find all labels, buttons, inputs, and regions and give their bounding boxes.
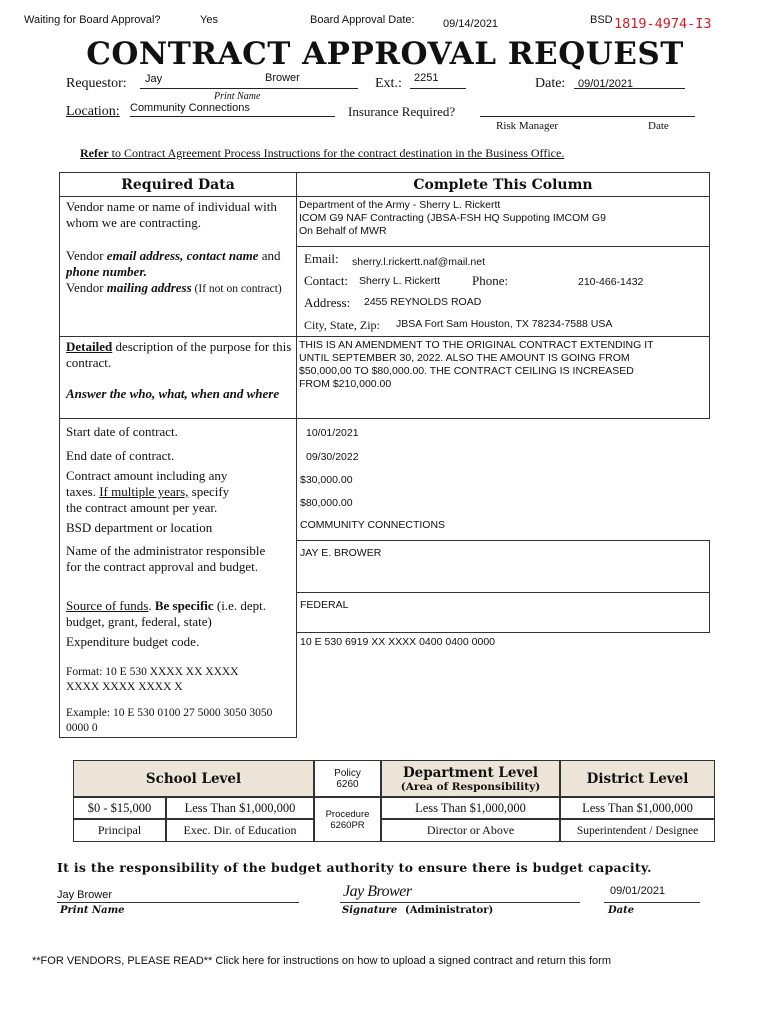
amount-label [66,468,292,516]
vendor-name-value-3[interactable]: On Behalf of MWR [299,225,387,237]
email-value[interactable]: sherry.l.rickertt.naf@mail.net [352,256,485,268]
procedure-1: Procedure [325,808,370,820]
phone-value[interactable]: 210-466-1432 [578,276,644,288]
signature-value[interactable]: Jay Brower [343,883,412,900]
district-range: Less Than $1,000,000 [560,797,715,819]
refer-rest: to Contract Agreement Process Instructions for the contract destination in the Business Office. [111,146,565,160]
detailed-value-2[interactable]: UNTIL SEPTEMBER 30, 2022. ALSO THE AMOUNT IS GOING FROM [299,352,630,364]
vc-phone: phone number. [66,264,147,279]
table-border-top [59,172,710,173]
insurance-label: Insurance Required? [348,104,456,119]
procedure-cell [314,797,381,842]
phone-label: Phone: [472,273,509,288]
bsd-label: BSD [590,14,613,26]
vc-email: email address, contact name [106,248,259,263]
table-border-right-2 [709,540,710,633]
vendors-instructions-link[interactable]: **FOR VENDORS, PLEASE READ** Click here for instructions on how to upload a signed contract and return this form [32,955,611,967]
principal-cell: Principal [73,819,166,842]
detailed-label [66,339,292,371]
date-value[interactable]: 09/01/2021 [578,78,634,90]
bsd-number: 1819-4974-I3 [614,16,712,32]
ext-label: Ext.: [375,76,402,91]
amount-l1: Contract amount including any [66,468,228,483]
vc-text-1: Vendor [66,248,107,263]
table-divider [296,172,297,738]
header-required-data: Required Data [121,177,235,193]
requestor-last[interactable]: Brower [265,72,300,84]
end-label: End date of contract. [66,448,175,463]
dept-sub: (Area of Responsibility) [400,780,541,793]
location-value[interactable]: Community Connections [130,102,250,114]
amount-value-2[interactable]: $80,000.00 [300,497,353,509]
print-name-line [57,902,299,903]
print-name-label-bottom: Print Name [60,905,125,916]
row-line-1 [296,246,710,247]
row-line-4 [296,540,710,541]
refer-bold: Refer [80,146,109,160]
district-level-header: District Level [560,760,715,797]
vc-text-2: Vendor [66,280,107,295]
city-value[interactable]: JBSA Fort Sam Houston, TX 78234-7588 USA [396,318,613,330]
table-header-line [59,196,710,197]
board-date-label: Board Approval Date: [310,14,415,26]
policy-cell [314,760,381,797]
detailed-value-1[interactable]: THIS IS AN AMENDMENT TO THE ORIGINAL CONTRACT EXTENDING IT [299,339,654,351]
dept-title: Department Level [402,764,539,781]
risk-manager-label: Risk Manager [496,120,559,132]
address-label: Address: [304,295,351,310]
responsibility-note: It is the responsibility of the budget authority to ensure there is budget capacity. [57,860,652,875]
signature-label: Signature [342,905,398,916]
vc-text-3: (If not on contract) [191,283,282,295]
signature-date-line [604,902,700,903]
location-label: Location: [66,104,120,119]
start-value[interactable]: 10/01/2021 [306,427,359,439]
range-2: Less Than $1,000,000 [166,797,314,819]
amount-l2b: specify [188,484,230,499]
vc-and: and [258,248,281,263]
funds-value[interactable]: FEDERAL [300,599,349,611]
range-1: $0 - $15,000 [73,797,166,819]
address-value[interactable]: 2455 REYNOLDS ROAD [364,296,482,308]
contact-label: Contact: [304,273,349,288]
end-value[interactable]: 09/30/2022 [306,451,359,463]
school-level-header: School Level [73,760,314,797]
date-label: Date: [535,76,566,91]
procedure-2: 6260PR [330,819,365,831]
table-border-left [59,172,60,738]
waiting-label: Waiting for Board Approval? [24,14,161,26]
signature-admin-label: (Administrator) [405,905,494,916]
location-line [130,116,335,117]
vendor-contact-label [66,248,292,297]
requestor-line [140,88,358,89]
detailed-rest: description of the purpose for this contract. [66,339,292,370]
exp-label: Expenditure budget code. [66,634,200,649]
signature-line [340,902,580,903]
row-line-6 [296,632,710,633]
superintendent-cell: Superintendent / Designee [560,819,715,842]
table-border-right [709,172,710,419]
start-label: Start date of contract. [66,424,178,439]
dept-range: Less Than $1,000,000 [381,797,560,819]
insurance-line[interactable] [480,116,695,117]
vc-mailing: mailing address [106,280,192,295]
amount-l2u: If multiple years, [99,484,189,499]
board-date-value[interactable]: 09/14/2021 [443,18,499,30]
amount-l3: the contract amount per year. [66,500,218,515]
refer-line [80,146,564,161]
table-border-bottom [59,737,297,738]
requestor-label: Requestor: [66,76,127,91]
detailed-u: Detailed [66,339,113,354]
admin-value[interactable]: JAY E. BROWER [300,547,382,559]
amount-value-1[interactable]: $30,000.00 [300,474,353,486]
director-cell: Director or Above [381,819,560,842]
vendor-name-label: Vendor name or name of individual with whom we are contracting. [66,199,277,230]
policy-2: 6260 [336,778,359,790]
exp-value[interactable]: 10 E 530 6919 XX XXXX 0400 0400 0000 [300,636,495,648]
funds-rest: (i.e. dept. budget, grant, federal, state) [66,598,267,629]
funds-b: Be specific [154,598,214,613]
detailed-value-4[interactable]: FROM $210,000.00 [299,378,392,390]
funds-u: Source of funds [66,598,149,613]
print-name-label: Print Name [214,91,261,102]
detailed-value-3[interactable]: $50,000,00 TO $80,000.00. THE CONTRACT CEILING IS INCREASED [299,365,634,377]
bsd-dept-value[interactable]: COMMUNITY CONNECTIONS [300,519,446,531]
header-complete-column: Complete This Column [413,177,593,193]
print-name-value[interactable]: Jay Brower [57,889,113,901]
row-line-3 [59,418,710,419]
city-label: City, State, Zip: [304,318,380,332]
signature-date-value[interactable]: 09/01/2021 [610,885,666,897]
page-title: CONTRACT APPROVAL REQUEST [86,36,684,72]
bsd-dept-label: BSD department or location [66,520,213,535]
example-label: Example: 10 E 530 0100 27 5000 3050 3050 0000 0 [66,707,273,734]
amount-l2a: taxes. [66,484,100,499]
department-level-header [381,760,560,797]
waiting-value[interactable]: Yes [200,14,218,26]
vendor-name-value-2[interactable]: ICOM G9 NAF Contracting (JBSA-FSH HQ Suppoting IMCOM G9 [299,212,606,224]
policy-1: Policy [334,767,361,779]
email-label: Email: [304,251,339,266]
row-line-2 [59,336,710,337]
format-label: Format: 10 E 530 XXXX XX XXXX XXXX XXXX XXXX X [66,666,239,693]
risk-date-label: Date [648,120,669,132]
ext-line [410,88,466,89]
ext-value[interactable]: 2251 [414,72,439,84]
requestor-first[interactable]: Jay [145,73,163,85]
vendor-name-value-1[interactable]: Department of the Army - Sherry L. Rickertt [299,199,501,211]
funds-label: Source of funds. Be specific (i.e. dept. budget, grant, federal, state) [66,598,267,629]
answer-label: Answer the who, what, when and where [66,386,280,401]
signature-date-label: Date [608,905,635,916]
row-line-5 [296,592,710,593]
contact-value[interactable]: Sherry L. Rickertt [359,275,441,287]
exec-dir-cell: Exec. Dir. of Education [166,819,314,842]
admin-label: Name of the administrator responsible for the contract approval and budget. [66,543,266,574]
